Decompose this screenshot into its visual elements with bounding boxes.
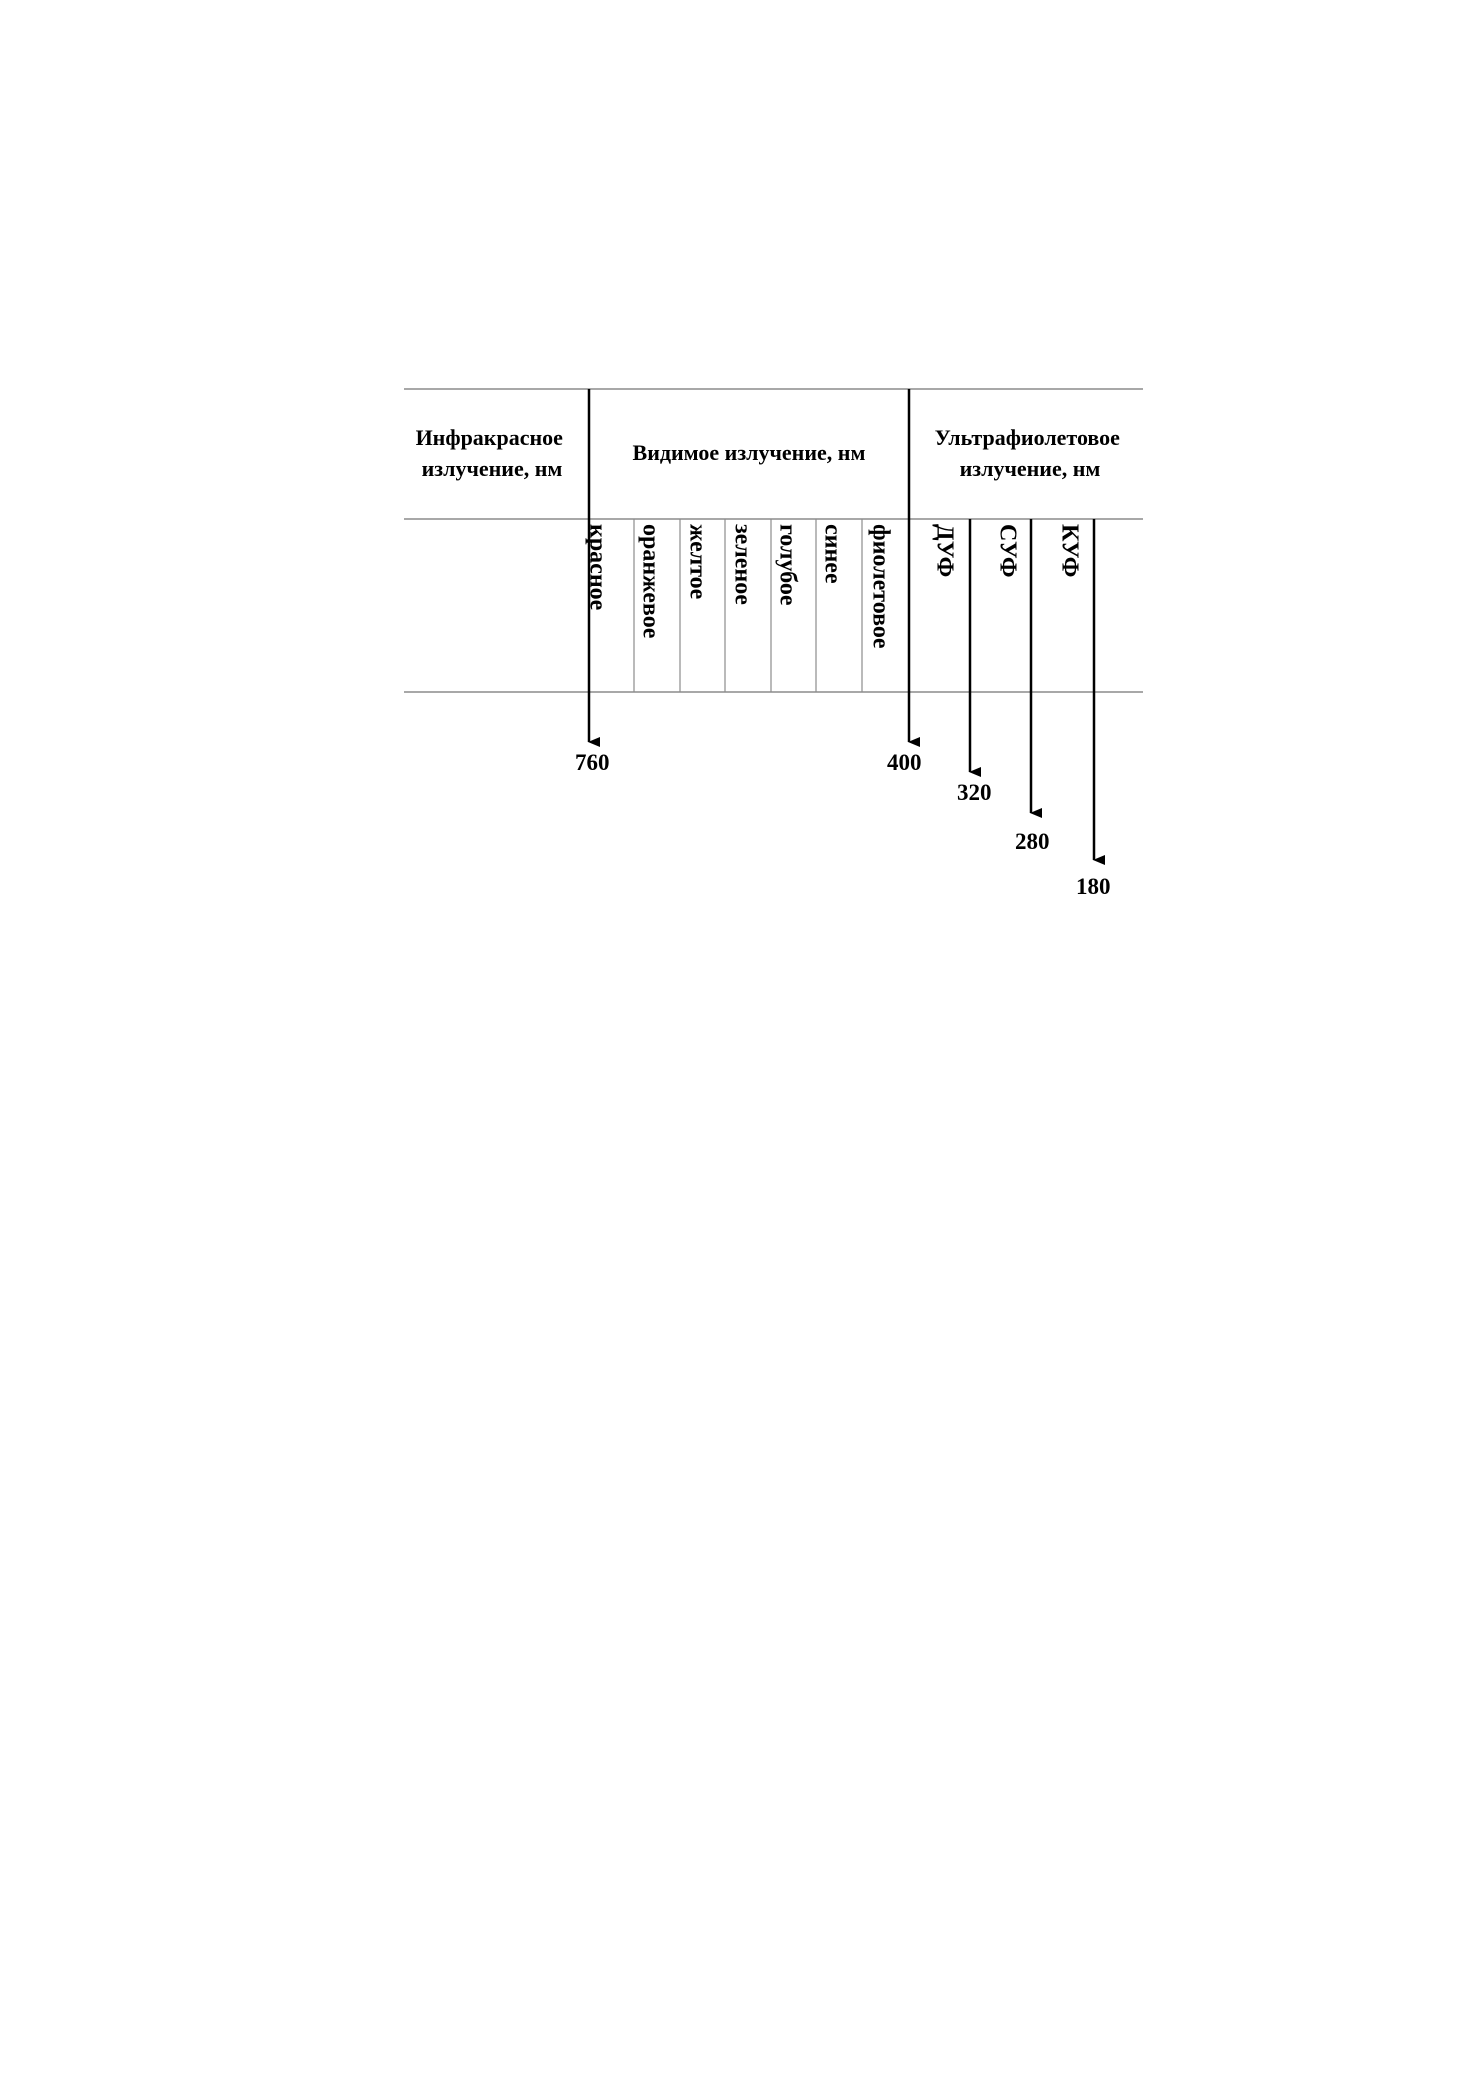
color-label-red: красное [584,524,611,611]
uv-band-middle: СУФ [994,524,1021,578]
boundary-label-320: 320 [957,780,992,805]
color-label-green: зеленое [729,524,756,605]
color-label-violet: фиолетовое [867,524,894,649]
color-label-orange: оранжевое [637,524,664,639]
boundary-label-280: 280 [1015,829,1050,854]
boundary-label-760: 760 [575,750,610,775]
color-label-light-blue: голубое [774,524,801,606]
boundary-label-400: 400 [887,750,922,775]
uv-band-near: ДУФ [931,524,958,578]
header-visible: Видимое излучение, нм [632,440,866,465]
header-infrared [416,425,569,481]
header-ultraviolet [935,425,1126,481]
boundary-label-180: 180 [1076,874,1111,899]
color-label-blue: синее [819,524,846,584]
uv-band-far: КУФ [1056,524,1083,578]
header-ultraviolet-line2: излучение, нм [959,456,1101,481]
header-infrared-line1: Инфракрасное [415,425,563,450]
header-infrared-line2: излучение, нм [421,456,563,481]
header-ultraviolet-line1: Ультрафиолетовое [934,425,1120,450]
color-label-yellow: желтое [684,524,711,600]
